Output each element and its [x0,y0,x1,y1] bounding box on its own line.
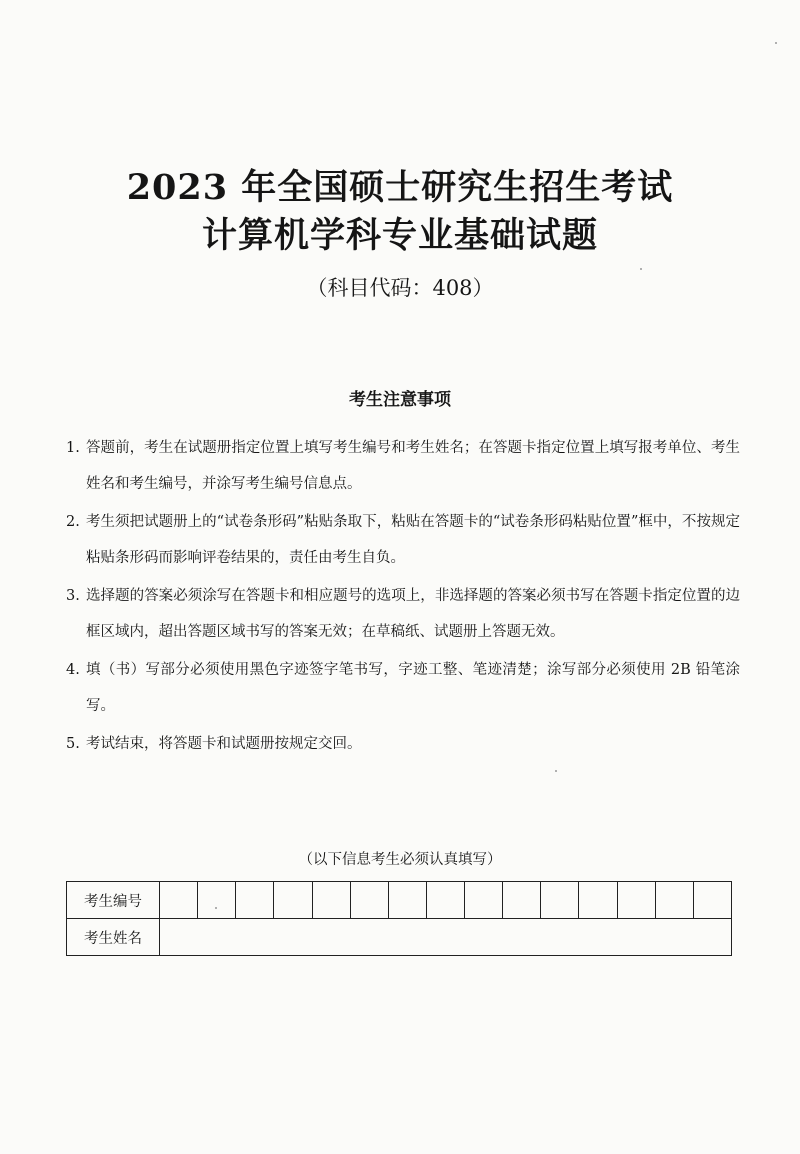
info-form-caption: （以下信息考生必须认真填写） [298,852,502,868]
exam-title-line2: 计算机学科专业基础试题 [201,215,598,256]
candidate-name-field[interactable] [160,919,732,956]
notice-item-number: 2. [66,514,80,530]
notice-item [66,652,740,724]
candidate-id-digit-box[interactable] [198,882,236,919]
notice-item-number: 1. [66,440,80,456]
subject-code: （科目代码：408） [306,276,494,300]
candidate-id-digit-box[interactable] [388,882,426,919]
candidate-id-digit-box[interactable] [617,882,655,919]
candidate-info-table [66,881,732,956]
candidate-id-digit-box[interactable] [350,882,388,919]
scan-speck [555,770,557,772]
notice-heading: 考生注意事项 [349,390,451,410]
candidate-id-digit-box[interactable] [465,882,503,919]
scan-speck [775,42,777,44]
candidate-id-digit-box[interactable] [160,882,198,919]
notice-item-text: 考试结束，将答题卡和试题册按规定交回。 [86,736,362,752]
notice-item-text: 填（书）写部分必须使用黑色字迹签字笔书写，字迹工整、笔迹清楚；涂写部分必须使用 2B 铅笔涂写。 [86,662,740,714]
candidate-name-label: 考生姓名 [67,919,160,956]
notice-item-text: 考生须把试题册上的“试卷条形码”粘贴条取下，粘贴在答题卡的“试卷条形码粘贴位置”框中，不按规定粘贴条形码而影响评卷结果的，责任由考生自负。 [86,514,740,566]
candidate-id-digit-box[interactable] [655,882,693,919]
notice-list [66,430,740,764]
candidate-id-digit-box[interactable] [579,882,617,919]
notice-item-number: 3. [66,588,80,604]
candidate-id-digit-box[interactable] [503,882,541,919]
candidate-id-digit-box[interactable] [426,882,464,919]
notice-item [66,578,740,650]
scan-speck [640,268,642,270]
notice-item [66,726,740,762]
exam-title-line1: 2023 年全国硕士研究生招生考试 [126,167,674,208]
notice-item-number: 4. [66,662,80,678]
candidate-name-row [67,919,732,956]
notice-item [66,504,740,576]
notice-item [66,430,740,502]
scan-speck [215,907,217,909]
candidate-id-digit-box[interactable] [693,882,731,919]
candidate-id-label: 考生编号 [67,882,160,919]
notice-item-text: 选择题的答案必须涂写在答题卡和相应题号的选项上，非选择题的答案必须书写在答题卡指定位置的边框区域内，超出答题区域书写的答案无效；在草稿纸、试题册上答题无效。 [86,588,740,640]
candidate-id-digit-box[interactable] [312,882,350,919]
candidate-id-digit-box[interactable] [236,882,274,919]
notice-item-text: 答题前，考生在试题册指定位置上填写考生编号和考生姓名；在答题卡指定位置上填写报考单位、考生姓名和考生编号，并涂写考生编号信息点。 [86,440,740,492]
candidate-id-digit-box[interactable] [274,882,312,919]
candidate-id-row [67,882,732,919]
candidate-id-digit-box[interactable] [541,882,579,919]
notice-item-number: 5. [66,736,80,752]
